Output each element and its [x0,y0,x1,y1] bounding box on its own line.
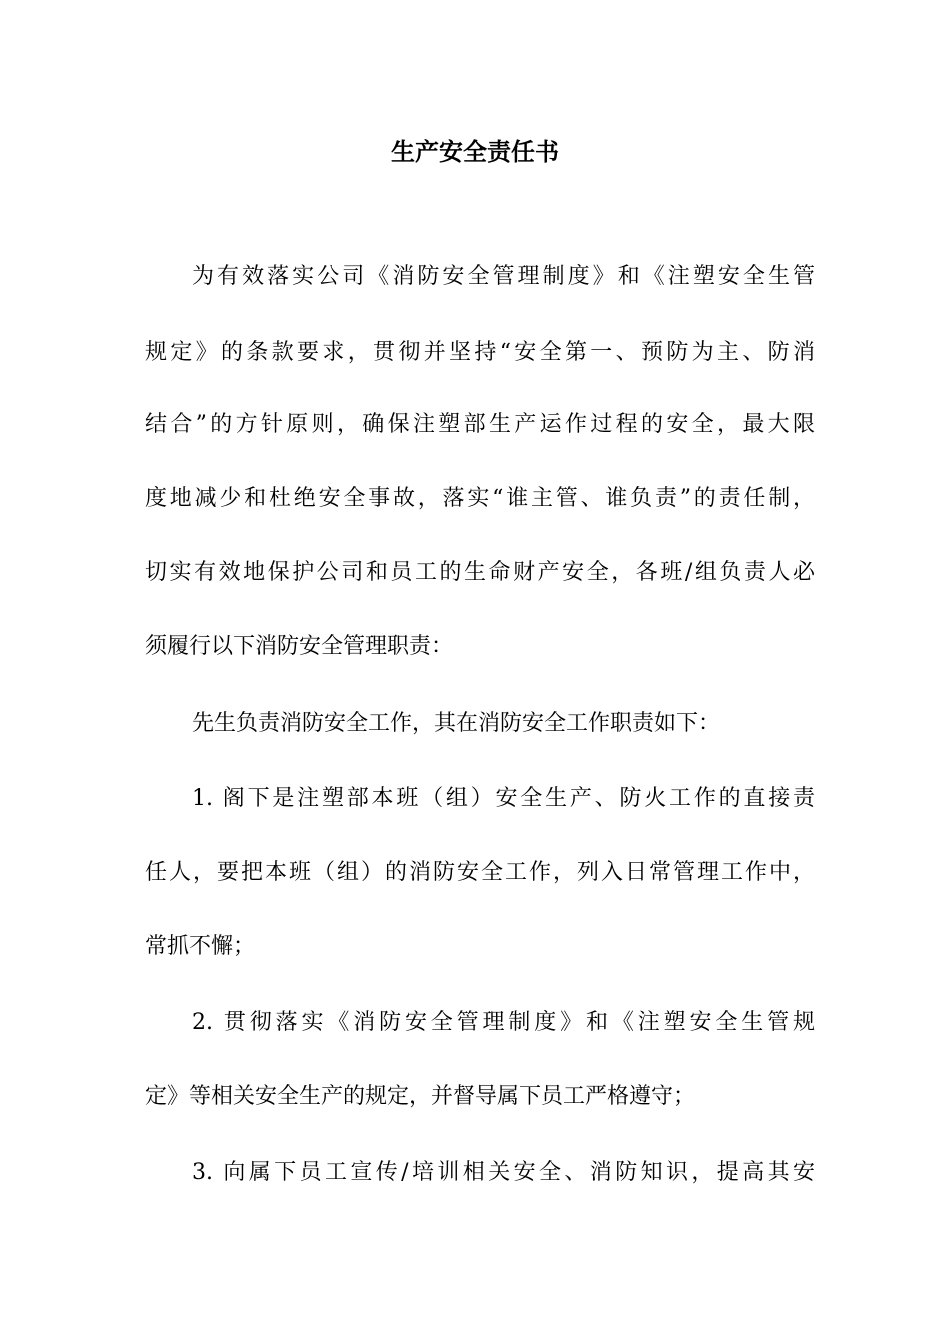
paragraph-line: 结合”的方针原则，确保注塑部生产运作过程的安全，最大限 [145,412,815,437]
document-title: 生产安全责任书 [391,137,559,166]
list-item-line: 1. 阁下是注塑部本班（组）安全生产、防火工作的直接责 [192,786,815,811]
list-item-line: 任人，要把本班（组）的消防安全工作，列入日常管理工作中， [145,860,815,885]
list-item-line: 2. 贯彻落实《消防安全管理制度》和《注塑安全生管规 [192,1010,815,1035]
list-item-line: 常抓不懈； [145,934,256,959]
paragraph-line: 先生负责消防安全工作，其在消防安全工作职责如下： [192,711,721,736]
paragraph-line: 规定》的条款要求，贯彻并坚持“安全第一、预防为主、防消 [145,340,815,365]
paragraph-line: 切实有效地保护公司和员工的生命财产安全，各班/组负责人必 [145,560,815,585]
paragraph-line: 须履行以下消防安全管理职责： [145,634,454,659]
paragraph-line: 度地减少和杜绝安全事故，落实“谁主管、谁负责”的责任制， [145,486,815,511]
list-item-line: 定》等相关安全生产的规定，并督导属下员工严格遵守； [145,1084,696,1109]
list-item-line: 3. 向属下员工宣传/培训相关安全、消防知识，提高其安 [192,1160,815,1185]
paragraph-line: 为有效落实公司《消防安全管理制度》和《注塑安全生管 [192,264,815,289]
